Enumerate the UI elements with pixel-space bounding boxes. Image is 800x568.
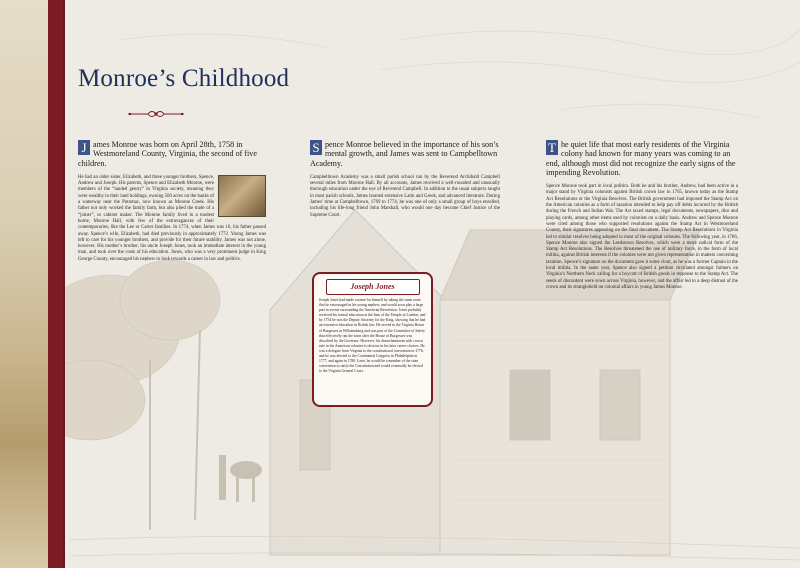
drop-cap: T	[546, 140, 558, 155]
ornamental-divider-icon	[128, 107, 184, 121]
column-birth	[78, 140, 266, 268]
page-title: Monroe’s Childhood	[78, 65, 290, 92]
column-revolution	[546, 140, 738, 296]
column-body	[310, 175, 500, 219]
column-education	[310, 140, 500, 224]
drop-cap: S	[310, 140, 322, 155]
body-paragraph: Spence Monroe took part in local politics. Both he and his brother, Andrew, had been active in a major stand by Virginia colonists against British crown law in 1765, known today as the Stamp Act Resolutions or the Virginia Resolves. The British government had imposed the Stamp Act on the American colonies as a form of taxation intended to help pay off debts incurred by the British during the French and Indian War. The Act taxed stamps, legal documents, newspapers, dice and playing cards, among other items used by colonists on a daily basis. Andrew and Spence Monroe were cited among those who supported resolutions against the Stamp Act in Westmoreland County, their signatures appearing on the final document. The Stamp Act Resolutions in Virginia led to similar resolves being adopted in most of the original colonies. The following year, in 1766, Spence Monroe also signed the Leedstown Resolves, which were a more radical form of the Stamp Act Resolutions. The Resolves threatened the use of military force, in the form of local militia, against British interests if the colonies were not given representation in matters concerning taxation. Spence’s signature on the document gave it some clout, as he was a former Captain in the local militia. In the same year, Spence also signed a petition circulated amongst farmers on Virginia’s Northern Neck calling for a boycott of British goods in response to the Stamp Act. The seeds of discontent were sown across Virginia, however, and the affair led to a deep distrust of the crown and its stranglehold on colonial affairs in young James Monroe.	[546, 184, 738, 290]
left-decorative-strip	[0, 0, 48, 568]
body-paragraph: He had an older sister, Elizabeth, and three younger brothers, Spence, Andrew and Joseph. His parents, Spence and Elizabeth Monroe, were members of the “landed gentry” in Virginia society, meaning they were wealthy in their land holdings, owning 500 acres on the banks of a waterway near the Potomac, now known as Monroe Creek. His father not only worked the family farm, but also plied the trade of a “joiner”, or cabinet maker. The Monroe family lived in a modest home, Monroe Hall, with few of the extravagances of their contemporaries, like the Lee or Carter families. In 1774, when James was 16, his father passed away. Spence’s wife, Elizabeth, had died previously in approximately 1772. Young James was left to care for his younger brothers, and provide for their future stability. James was not alone, however. His mother’s brother, his uncle Joseph Jones, took an immediate interest in the young man, and took over the costs of his education. Jones, who was a very prominent judge in King George County, encouraged his nephew to look towards a career in law and politics.	[78, 174, 266, 262]
column-lead	[546, 140, 738, 177]
lead-text: pence Monroe believed in the importance of his son’s mental growth, and James was sent to Campbelltown Academy.	[310, 140, 499, 168]
portrait-photo	[218, 175, 266, 217]
body-paragraph: Campbelltown Academy was a small parish school run by the Reverend Archibald Campbell several miles from Monroe Hall. By all accounts, James received a well-rounded and unusually thorough education under the eye of Reverend Campbell. In addition to the usual subjects taught in most parish schools, James learned extensive Latin and Greek, and advanced literature. During James’ time at Campbelltown, 1769 to 1774, he was one of only a small group of boys enrolled, including his life-long friend John Marshall, who would one day become Chief Justice of the Supreme Court.	[310, 174, 500, 218]
sidebar-body: Joseph Jones had made a name for himself by taking the same route that he encouraged in his young nephew, and would soon play a large part in events surrounding the American Revolution. Jones probably received his formal education at the Inns of the Temple in London, and by 1754 he was the Deputy Attorney for the King, showing that he had an extensive education in British law. He served in the Virginia House of Burgesses in Williamsburg and was part of the Committee of Safety that effectively ran the town after the House of Burgesses was dissolved by the Governor. However, his disenchantment with crown rule in the American colonies is obvious in his later career choices. He was a delegate from Virginia to the constitutional convention in 1776, and he was elected to the Continental Congress in Philadelphia in 1777, and again in 1780. Later, he would be a member of the state convention to ratify the Constitution and would eventually be elected to the Virginia General Court.	[319, 298, 426, 374]
column-lead	[78, 140, 266, 168]
column-body	[78, 175, 266, 263]
sidebar-joseph-jones	[312, 272, 433, 407]
spine-bar	[48, 0, 65, 568]
sidebar-title: Joseph Jones	[326, 279, 420, 295]
column-body	[546, 184, 738, 291]
drop-cap: J	[78, 140, 90, 155]
column-lead	[310, 140, 500, 168]
lead-text: he quiet life that most early residents of the Virginia colony had known for many years was coming to an end, although most did not recognize the early signs of the impending Revolution.	[546, 140, 736, 177]
lead-text: ames Monroe was born on April 28th, 1758 in Westmoreland County, Virginia, the second of five children.	[78, 140, 257, 168]
